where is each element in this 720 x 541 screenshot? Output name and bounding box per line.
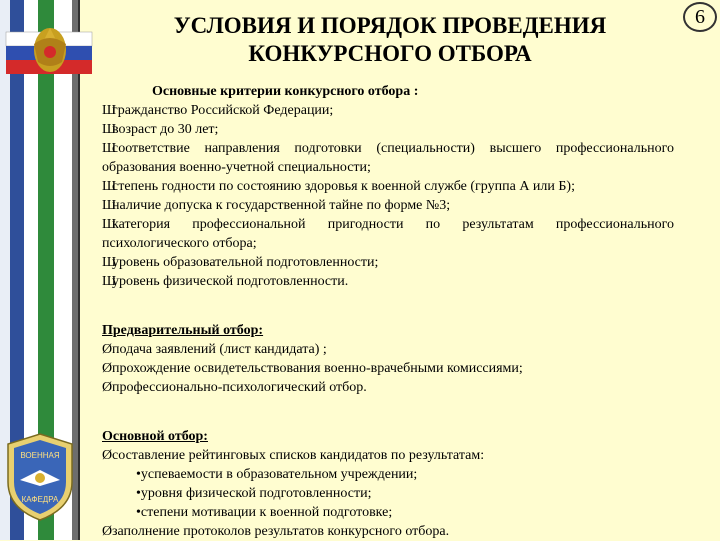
- stripe-dark: [78, 0, 80, 540]
- list-item: Øподача заявлений (лист кандидата) ;: [102, 342, 327, 357]
- bullet-marker: Ш: [102, 141, 117, 156]
- page-title: [110, 12, 670, 68]
- arrow-marker: Ø: [102, 448, 113, 463]
- dot-marker: •: [136, 486, 141, 501]
- list-item: Øсоставление рейтинговых списков кандидатов по результатам:: [102, 448, 485, 463]
- bullet-marker: Ш: [102, 179, 117, 194]
- arrow-marker: Ø: [102, 524, 113, 539]
- arrow-marker: Ø: [102, 380, 113, 395]
- dot-marker: •: [136, 467, 141, 482]
- military-department-badge-icon: [4, 432, 76, 522]
- list-item: Øзаполнение протоколов результатов конкурсного отбора.: [102, 524, 450, 539]
- bullet-marker: Ш: [102, 122, 117, 137]
- svg-text:КАФЕДРА: КАФЕДРА: [21, 495, 59, 504]
- bullet-marker: Ш: [102, 255, 117, 270]
- title-line-2: КОНКУРСНОГО ОТБОРА: [248, 41, 532, 66]
- arrow-marker: Ø: [102, 361, 113, 376]
- title-line-1: УСЛОВИЯ И ПОРЯДОК ПРОВЕДЕНИЯ: [173, 13, 607, 38]
- list-item: Шгражданство Российской Федерации;: [102, 103, 334, 118]
- page-number-badge: 6: [683, 2, 717, 32]
- list-item: Шуровень физической подготовленности.: [102, 274, 349, 289]
- bullet-marker: Ш: [102, 217, 117, 232]
- list-item: Шуровень образовательной подготовленности;: [102, 255, 379, 270]
- list-item: Øпрохождение освидетельствования военно-врачебными комиссиями;: [102, 361, 523, 376]
- bullet-marker: Ш: [102, 274, 117, 289]
- preliminary-heading: Предварительный отбор:: [102, 323, 264, 338]
- criteria-heading: Основные критерии конкурсного отбора :: [152, 84, 419, 99]
- arrow-marker: Ø: [102, 342, 113, 357]
- dot-marker: •: [136, 505, 141, 520]
- svg-text:ВОЕННАЯ: ВОЕННАЯ: [20, 451, 60, 460]
- list-item: Øпрофессионально-психологический отбор.: [102, 380, 367, 395]
- list-item: Шсоответствие направления подготовки (специальности) высшего профессионального образования военно-учетной специальности;: [102, 141, 674, 175]
- main-heading: Основной отбор:: [102, 429, 208, 444]
- list-item: •степени мотивации к военной подготовке;: [136, 505, 393, 520]
- list-item: Шкатегория профессиональной пригодности по результатам профессионального психологического отбора;: [102, 217, 674, 251]
- flag-emblem-icon: [4, 14, 96, 80]
- bullet-marker: Ш: [102, 103, 117, 118]
- list-item: Шстепень годности по состоянию здоровья к военной службе (группа А или Б);: [102, 179, 575, 194]
- list-item: •уровня физической подготовленности;: [136, 486, 372, 501]
- list-item: Швозраст до 30 лет;: [102, 122, 219, 137]
- list-item: •успеваемости в образовательном учреждении;: [136, 467, 418, 482]
- content: [102, 82, 674, 541]
- bullet-marker: Ш: [102, 198, 117, 213]
- list-item: Шналичие допуска к государственной тайне по форме №3;: [102, 198, 451, 213]
